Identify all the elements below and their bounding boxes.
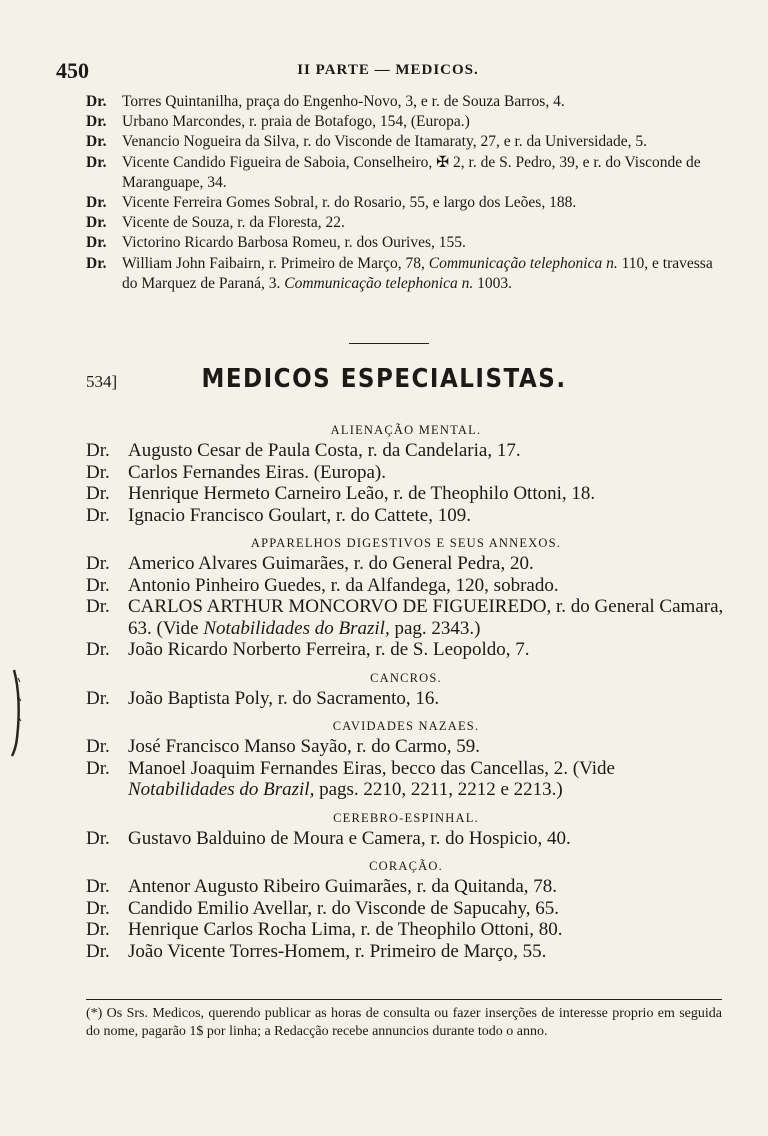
entry-italic: Notabilidades do Brazil, [128, 779, 315, 800]
entry-prefix: Dr. [86, 254, 107, 272]
list-item [86, 440, 726, 462]
specialty-heading: CEREBRO-ESPINHAL. [333, 810, 479, 825]
entry-text: pag. 2343.) [389, 617, 481, 639]
specialty-heading: CANCROS. [370, 670, 442, 685]
entry-text: 110, e travessa do Marquez de Paraná, 3. [122, 254, 713, 292]
entry-text: Urbano Marcondes, r. praia de Botafogo, 154, (Europa.) [122, 113, 470, 131]
section-number: 534] [86, 372, 118, 391]
page-header [52, 58, 724, 86]
specialty-heading: CAVIDADES NAZAES. [332, 719, 480, 733]
list-item [86, 92, 730, 112]
list-item [86, 483, 726, 505]
entry-prefix: Dr. [86, 214, 107, 232]
list-item [86, 596, 726, 639]
entry-prefix: Dr. [86, 234, 107, 252]
entry-prefix: Dr. [86, 876, 110, 897]
list-item [86, 153, 730, 193]
list-item [86, 462, 726, 484]
entry-italic: Notabilidades do Brazil, [203, 617, 390, 639]
spacer [86, 526, 726, 533]
list-item [86, 575, 726, 597]
entry-text: Augusto Cesar de Paula Costa, r. da Candelaria, 17. [128, 440, 521, 461]
entry-prefix: Dr. [86, 440, 110, 461]
entry-text: Venancio Nogueira da Silva, r. do Visconde de Itamaraty, 27, e r. da Universidade, 5. [122, 133, 648, 151]
list-item [86, 941, 726, 963]
entry-prefix: Dr. [86, 113, 107, 131]
list-item [86, 213, 730, 233]
entry-text: William John Faibairn, r. Primeiro de Março, 78, [122, 254, 429, 272]
list-item [86, 898, 726, 920]
entry-prefix: Dr. [86, 574, 110, 596]
spacer [86, 801, 726, 808]
entry-text: Vicente Candido Figueira de Saboia, Conselheiro, ✠ 2, r. de S. Pedro, 39, e r. do Visconde de Maranguape, 34. [122, 153, 701, 191]
entry-text: Antonio Pinheiro Guedes, r. da Alfandega, 120, sobrado. [128, 574, 559, 596]
entry-prefix: Dr. [86, 940, 110, 962]
entry-italic: Communicação telephonica n. [284, 274, 474, 292]
list-item [86, 736, 726, 758]
binding-mark [10, 668, 22, 758]
section-title: MEDICOS ESPECIALISTAS. [201, 364, 567, 394]
entry-text: Gustavo Balduino de Moura e Camera, r. do Hospicio, 40. [128, 827, 571, 849]
list-item [86, 193, 730, 213]
entry-prefix: Dr. [86, 639, 110, 660]
list-item [86, 505, 726, 527]
entry-prefix: Dr. [86, 461, 110, 483]
list-item [86, 132, 730, 152]
list-item [86, 828, 726, 850]
entry-prefix: Dr. [86, 133, 107, 151]
entry-prefix: Dr. [86, 483, 110, 504]
entry-text: José Francisco Manso Sayão, r. do Carmo, 59. [128, 736, 480, 757]
entry-text: Henrique Carlos Rocha Lima, r. de Theophilo Ottoni, 80. [128, 919, 563, 940]
entry-prefix: Dr. [86, 153, 107, 171]
entry-text: João Ricardo Norberto Ferreira, r. de S. Leopoldo, 7. [128, 639, 530, 660]
entry-text: Carlos Fernandes Eiras. (Europa). [128, 461, 387, 483]
entry-text: Henrique Hermeto Carneiro Leão, r. de Theophilo Ottoni, 18. [128, 483, 596, 504]
specialty-heading: ALIENAÇÃO MENTAL. [330, 423, 482, 437]
list-item [86, 553, 726, 575]
specialty-heading: APPARELHOS DIGESTIVOS E SEUS ANNEXOS. [250, 536, 562, 550]
list-item [86, 639, 726, 661]
entry-text: Victorino Ricardo Barbosa Romeu, r. dos Ourives, 155. [122, 234, 466, 252]
entry-prefix: Dr. [86, 757, 110, 779]
entry-text: Vicente Ferreira Gomes Sobral, r. do Rosario, 55, e largo dos Leões, 188. [122, 194, 577, 212]
entry-text: Manoel Joaquim Fernandes Eiras, becco das Cancellas, 2. (Vide [128, 757, 615, 779]
entry-prefix: Dr. [86, 897, 110, 919]
entry-text: Vicente de Souza, r. da Floresta, 22. [122, 214, 345, 232]
entry-text: Americo Alvares Guimarães, r. do General Pedra, 20. [128, 553, 534, 574]
list-item [86, 254, 730, 294]
entry-text: Antenor Augusto Ribeiro Guimarães, r. da Quitanda, 78. [128, 876, 558, 897]
entry-text: 1003. [473, 274, 512, 292]
spacer [86, 849, 726, 856]
entry-prefix: Dr. [86, 736, 110, 757]
footnote-divider [86, 999, 722, 1000]
entry-text: Candido Emilio Avellar, r. do Visconde de Sapucahy, 65. [128, 897, 559, 919]
entry-prefix: Dr. [86, 827, 110, 849]
top-entry-list [86, 92, 730, 254]
entry-text: Torres Quintanilha, praça do Engenho-Novo, 3, e r. de Souza Barros, 4. [122, 93, 565, 110]
entry-prefix: Dr. [86, 194, 107, 212]
running-title: II PARTE — MEDICOS. [297, 62, 479, 78]
list-item [86, 876, 726, 898]
list-item [86, 688, 726, 710]
list-item [86, 919, 726, 941]
entry-text: pags. 2210, 2211, 2212 e 2213.) [314, 779, 563, 800]
entry-prefix: Dr. [86, 553, 110, 574]
entry-prefix: Dr. [86, 93, 107, 110]
section-divider [349, 343, 429, 344]
list-item [86, 233, 730, 253]
specialists-list [86, 420, 726, 962]
entry-prefix: Dr. [86, 596, 110, 617]
spacer [86, 661, 726, 668]
entry-italic: Communicação telephonica n. [428, 254, 618, 272]
specialty-heading: CORAÇÃO. [369, 859, 443, 873]
list-item [86, 758, 726, 801]
entry-prefix: Dr. [86, 919, 110, 940]
footnote: (*) Os Srs. Medicos, querendo publicar as horas de consulta ou fazer inserções de interesse proprio em seguida do nome, pagarão 1$ por linha; a Redacção recebe annuncios durante todo o anno. [86, 1006, 722, 1039]
entry-text: João Baptista Poly, r. do Sacramento, 16. [128, 687, 440, 709]
page-number: 450 [56, 58, 89, 83]
entry-text: Ignacio Francisco Goulart, r. do Cattete, 109. [128, 504, 471, 526]
spacer [86, 709, 726, 716]
list-item [86, 112, 730, 132]
entry-text: CARLOS ARTHUR MONCORVO DE FIGUEIREDO, r. do General Camara, 63. (Vide [128, 596, 724, 639]
physician-list-continued [86, 92, 730, 294]
entry-prefix: Dr. [86, 687, 110, 709]
entry-text: João Vicente Torres-Homem, r. Primeiro de Março, 55. [128, 940, 547, 962]
entry-prefix: Dr. [86, 504, 110, 526]
